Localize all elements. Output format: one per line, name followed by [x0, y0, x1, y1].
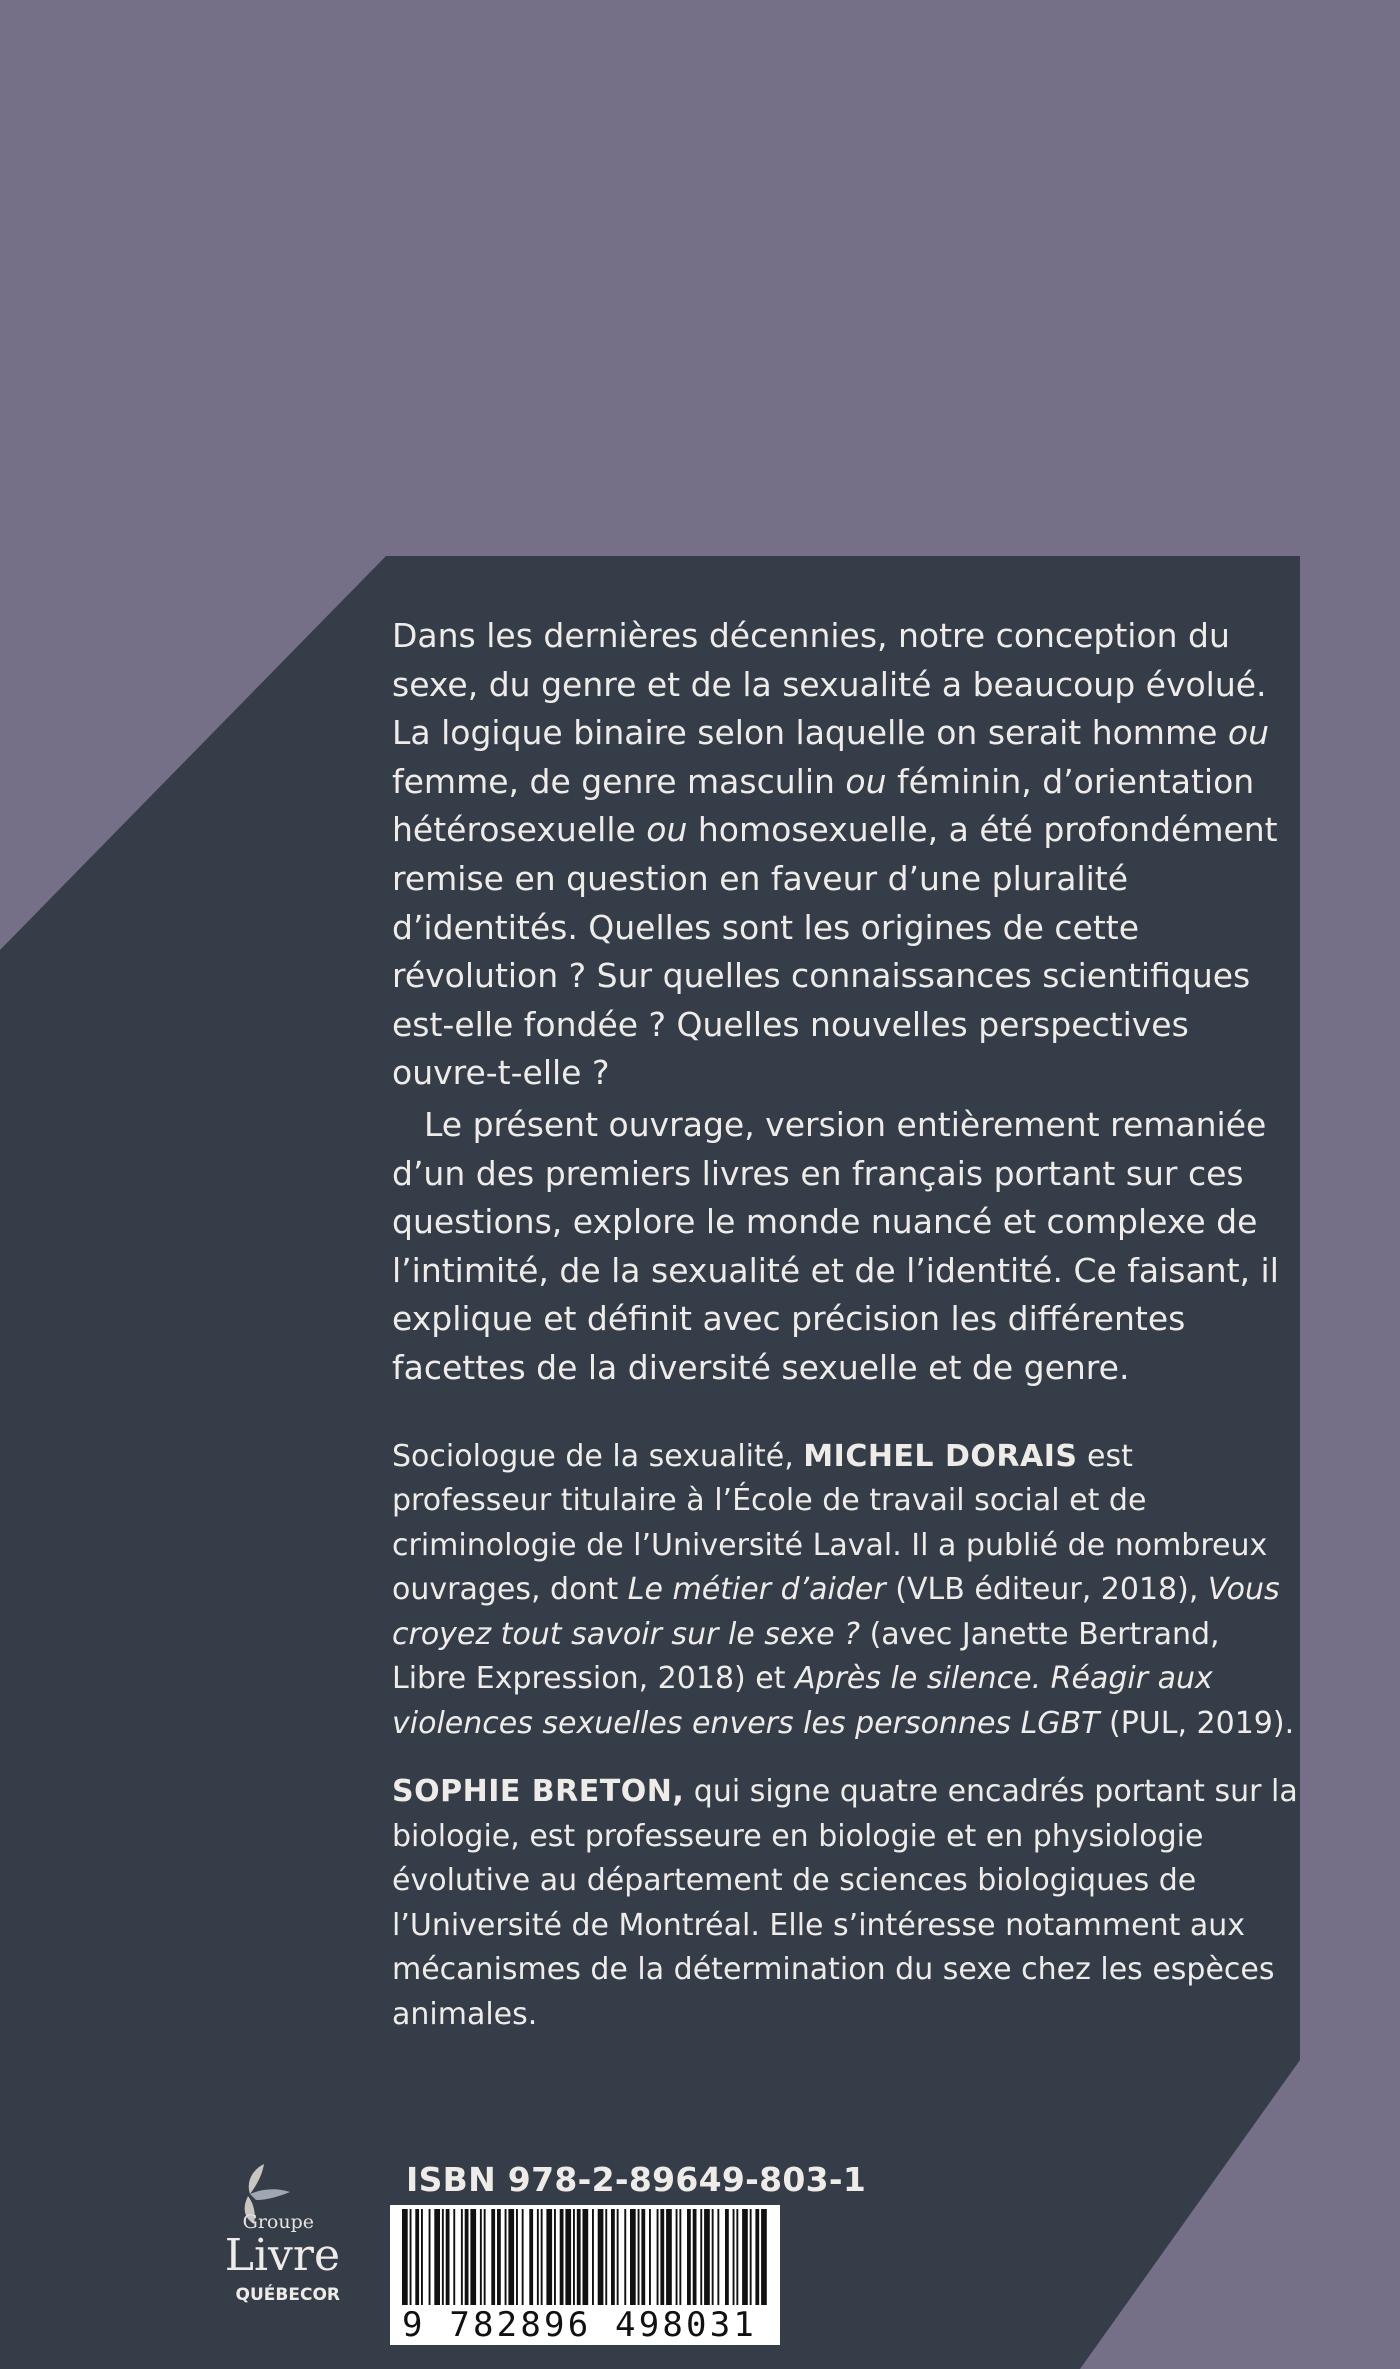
author-bio-breton: SOPHIE BRETON, qui signe quatre encadrés portant sur la biologie, est professeure en biologie et en physiologie évolutive au département de sciences biologiques de l’Université de Montréal. Elle s’intéresse notamment aux mécanismes de la détermination du sexe chez les espèces animales. — [392, 1774, 1298, 2032]
barcode-bar — [704, 2209, 710, 2305]
author-name-dorais: MICHEL DORAIS — [803, 1438, 1078, 1474]
barcode-bar — [537, 2209, 539, 2305]
barcode-bar — [666, 2209, 672, 2305]
barcode — [390, 2205, 780, 2345]
barcode-bar — [434, 2209, 440, 2305]
barcode-bar — [522, 2209, 524, 2305]
barcode-bar — [687, 2209, 691, 2305]
barcode-bar — [712, 2209, 714, 2305]
barcode-bar — [630, 2209, 636, 2305]
barcode-bar — [442, 2209, 444, 2305]
barcode-bar — [617, 2209, 619, 2305]
isbn-label: ISBN 978-2-89649-803-1 — [406, 2160, 867, 2199]
barcode-bar — [577, 2209, 581, 2305]
publisher-groupe: Groupe — [242, 2211, 314, 2233]
barcode-digits: 9 782896 498031 — [402, 2305, 758, 2345]
barcode-bar — [541, 2209, 543, 2305]
barcode-bar — [516, 2209, 518, 2305]
barcode-bar — [573, 2209, 575, 2305]
barcode-bar — [641, 2209, 645, 2305]
barcode-bar — [560, 2209, 564, 2305]
barcode-bar — [453, 2209, 455, 2305]
barcode-bar — [429, 2209, 431, 2305]
author-name-breton: SOPHIE BRETON, — [392, 1774, 685, 1809]
barcode-bar — [598, 2209, 604, 2305]
barcode-bar — [755, 2209, 759, 2305]
text-block — [392, 612, 1300, 2037]
barcode-bar — [736, 2209, 738, 2305]
barcode-bar — [484, 2209, 486, 2305]
barcode-bar — [470, 2209, 476, 2305]
barcode-icon — [400, 2209, 770, 2309]
author-bio-dorais: Sociologue de la sexualité, MICHEL DORAIS est professeur titulaire à l’École de travail social et de criminologie de l’Université Laval. Il a publié de nombreux ouvrages, dont Le métier d’aider (VLB éditeur, 2018), Vous croyez tout savoir sur le sexe ? (avec Janette Bertrand, Libre Expression, 2018) et Après le silence. Réagir aux violences sexuelles envers les personnes LGBT (PUL, 2019). — [392, 1438, 1295, 1741]
barcode-bar — [583, 2209, 589, 2305]
barcode-bar — [421, 2209, 423, 2305]
barcode-bar — [529, 2209, 533, 2305]
barcode-bar — [611, 2209, 615, 2305]
barcode-bar — [660, 2209, 664, 2305]
barcode-bar — [657, 2209, 659, 2305]
barcode-bar — [402, 2209, 408, 2305]
blurb-paragraph-1: Dans les dernières décennies, notre conception du sexe, du genre et de la sexualité a beaucoup évolué. La logique binaire selon laquelle on serait homme ou femme, de genre masculin ou féminin, d’orientation hétérosexuelle ou homosexuelle, a été profondément remise en question en faveur d’une pluralité d’identités. Quelles sont les origines de cette révolution ? Sur quelles connaissances scientifiques est-elle fondée ? Quelles nouvelles perspectives ouvre-t-elle ? — [392, 616, 1278, 1093]
barcode-bar — [624, 2209, 626, 2305]
barcode-bar — [461, 2209, 463, 2305]
barcode-bar — [415, 2209, 419, 2305]
barcode-bar — [446, 2209, 450, 2305]
barcode-bar — [592, 2209, 594, 2305]
barcode-bar — [649, 2209, 651, 2305]
publisher-logo — [206, 2160, 366, 2310]
barcode-bar — [605, 2209, 607, 2305]
barcode-bar — [676, 2209, 678, 2305]
barcode-bar — [565, 2209, 571, 2305]
barcode-bar — [717, 2209, 719, 2305]
blurb-paragraph-2: Le présent ouvrage, version entièrement remaniée d’un des premiers livres en français portant sur ces questions, explore le monde nuancé et complexe de l’intimité, de la sexualité et de l’identité. Ce faisant, il explique et définit avec précision les différentes facettes de la diversité sexuelle et de genre. — [392, 1104, 1279, 1387]
barcode-bar — [638, 2209, 640, 2305]
barcode-bar — [497, 2209, 501, 2305]
barcode-bar — [750, 2209, 752, 2305]
barcode-bar — [554, 2209, 556, 2305]
barcode-bar — [725, 2209, 729, 2305]
barcode-bar — [679, 2209, 681, 2305]
barcode-bar — [693, 2209, 697, 2305]
barcode-bar — [465, 2209, 469, 2305]
barcode-bar — [761, 2209, 767, 2305]
publisher-quebecor: QUÉBECOR — [235, 2285, 340, 2305]
barcode-bar — [410, 2209, 412, 2305]
barcode-bar — [508, 2209, 514, 2305]
barcode-bar — [491, 2209, 495, 2305]
barcode-bar — [546, 2209, 552, 2305]
barcode-bar — [733, 2209, 735, 2305]
barcode-bar — [505, 2209, 507, 2305]
publisher-livre: Livre — [224, 2230, 340, 2281]
barcode-bar — [700, 2209, 702, 2305]
barcode-bar — [742, 2209, 748, 2305]
barcode-bar — [480, 2209, 482, 2305]
